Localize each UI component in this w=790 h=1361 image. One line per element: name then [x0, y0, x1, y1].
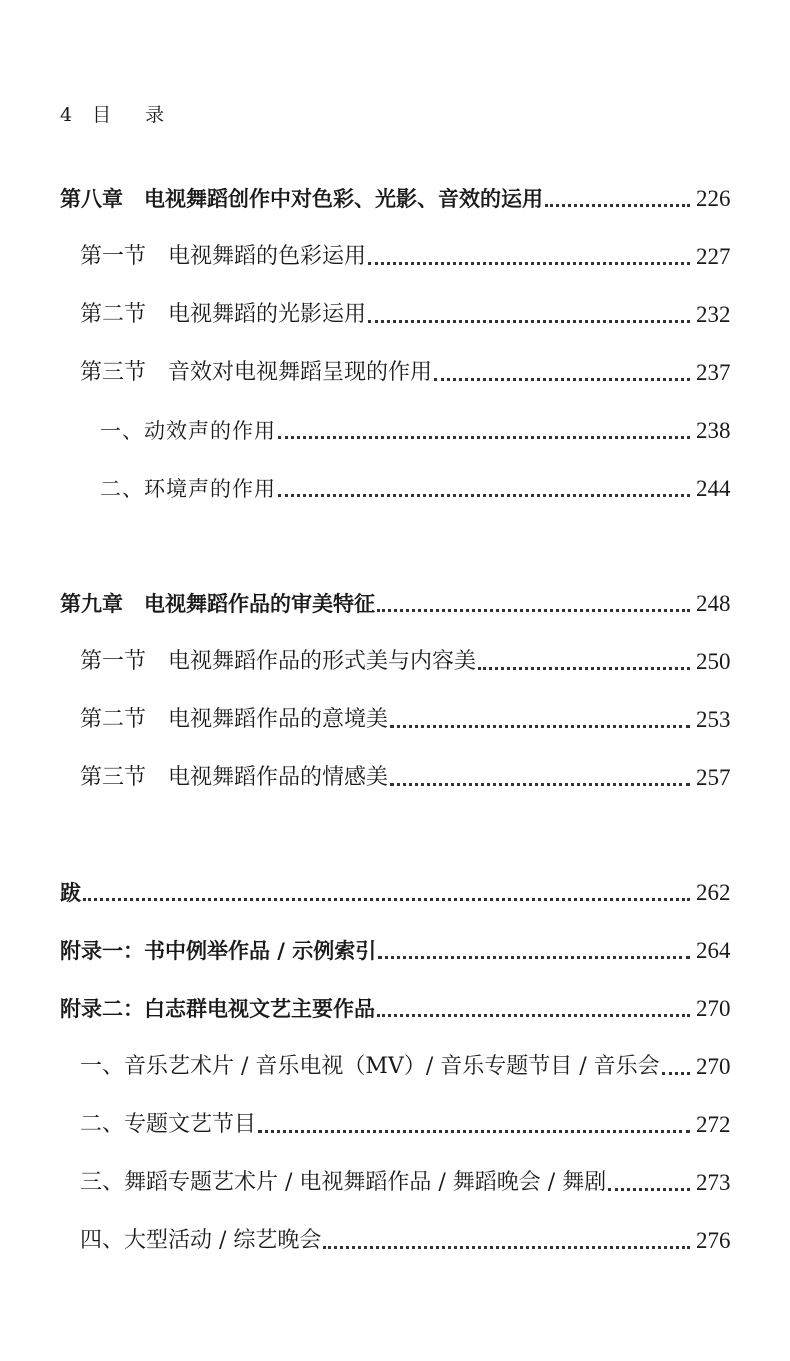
- toc-entry-subsection[interactable]: [80, 1108, 730, 1142]
- toc-page-number: 226: [696, 186, 731, 211]
- toc-page-number: 264: [696, 938, 731, 963]
- toc-label: 一、动效声的作用: [100, 419, 276, 443]
- dot-leader: [323, 1245, 690, 1249]
- toc-page-number: 257: [696, 765, 731, 790]
- toc-entry-subsection[interactable]: [100, 414, 730, 448]
- dot-leader: [278, 493, 690, 497]
- page-number: 4: [60, 104, 73, 126]
- toc-page-number: 232: [696, 302, 731, 327]
- dot-leader: [377, 1013, 690, 1017]
- toc-label: 二、专题文艺节目: [80, 1112, 257, 1137]
- toc-entry-subsection[interactable]: [80, 1166, 730, 1200]
- toc-label: 三、舞蹈专题艺术片 / 电视舞蹈作品 / 舞蹈晚会 / 舞剧: [80, 1170, 607, 1195]
- dot-leader: [662, 1071, 690, 1075]
- toc-entry-subsection[interactable]: [100, 472, 730, 506]
- toc-label: 第三节 音效对电视舞蹈呈现的作用: [80, 360, 433, 385]
- dot-leader: [368, 261, 690, 265]
- toc-page-number: 227: [696, 244, 731, 269]
- toc-entry-section[interactable]: [80, 761, 730, 795]
- toc-entry-subsection[interactable]: [80, 1224, 730, 1258]
- running-head-title: 目 录: [92, 104, 179, 126]
- dot-leader: [83, 897, 690, 901]
- toc-entry-postscript[interactable]: [60, 876, 730, 910]
- toc-entry-section[interactable]: [80, 645, 730, 679]
- toc-entry-appendix-2[interactable]: [60, 992, 730, 1026]
- toc-entry-section[interactable]: [80, 298, 730, 332]
- toc-label: 第一节 电视舞蹈的色彩运用: [80, 244, 367, 269]
- dot-leader: [390, 782, 690, 786]
- dot-leader: [378, 955, 690, 959]
- toc-label: 第八章 电视舞蹈创作中对色彩、光影、音效的运用: [60, 187, 543, 211]
- dot-leader: [377, 608, 690, 612]
- toc-entry-section[interactable]: [80, 240, 730, 274]
- toc-label: 第二节 电视舞蹈作品的意境美: [80, 707, 389, 732]
- toc-page-number: 237: [696, 360, 731, 385]
- toc-label: 第三节 电视舞蹈作品的情感美: [80, 765, 389, 790]
- toc-page-number: 253: [696, 707, 731, 732]
- toc-entry-chapter-8[interactable]: [60, 182, 730, 216]
- toc-page-number: 238: [696, 418, 731, 443]
- toc-page-number: 276: [696, 1228, 731, 1253]
- toc-label: 附录二：白志群电视文艺主要作品: [60, 997, 375, 1021]
- toc-entry-section[interactable]: [80, 703, 730, 737]
- toc-entry-appendix-1[interactable]: [60, 934, 730, 968]
- toc-page-number: 262: [696, 880, 731, 905]
- dot-leader: [258, 1129, 690, 1133]
- toc-label: 跋: [60, 881, 81, 905]
- toc-page-number: 248: [696, 591, 731, 616]
- dot-leader: [368, 319, 690, 323]
- toc-label: 一、音乐艺术片 / 音乐电视（MV）/ 音乐专题节目 / 音乐会: [80, 1054, 660, 1079]
- dot-leader: [608, 1187, 690, 1191]
- dot-leader: [434, 377, 690, 381]
- toc-page-number: 244: [696, 476, 731, 501]
- toc-page-number: 270: [696, 996, 731, 1021]
- toc-label: 第九章 电视舞蹈作品的审美特征: [60, 592, 375, 616]
- toc-entry-section[interactable]: [80, 356, 730, 390]
- toc-label: 第二节 电视舞蹈的光影运用: [80, 302, 367, 327]
- toc-page-number: 273: [696, 1170, 731, 1195]
- toc-label: 附录一：书中例举作品 / 示例索引: [60, 939, 377, 963]
- dot-leader: [390, 724, 690, 728]
- running-head: [60, 100, 178, 127]
- dot-leader: [478, 666, 690, 670]
- dot-leader: [545, 203, 690, 207]
- toc-entry-chapter-9[interactable]: [60, 587, 730, 621]
- toc-label: 二、环境声的作用: [100, 477, 276, 501]
- toc-entry-subsection[interactable]: [80, 1050, 730, 1084]
- toc-label: 第一节 电视舞蹈作品的形式美与内容美: [80, 649, 477, 674]
- toc-label: 四、大型活动 / 综艺晚会: [80, 1228, 322, 1253]
- toc-page-number: 272: [696, 1112, 731, 1137]
- toc-page-number: 270: [696, 1054, 731, 1079]
- dot-leader: [278, 435, 690, 439]
- toc-page-number: 250: [696, 649, 731, 674]
